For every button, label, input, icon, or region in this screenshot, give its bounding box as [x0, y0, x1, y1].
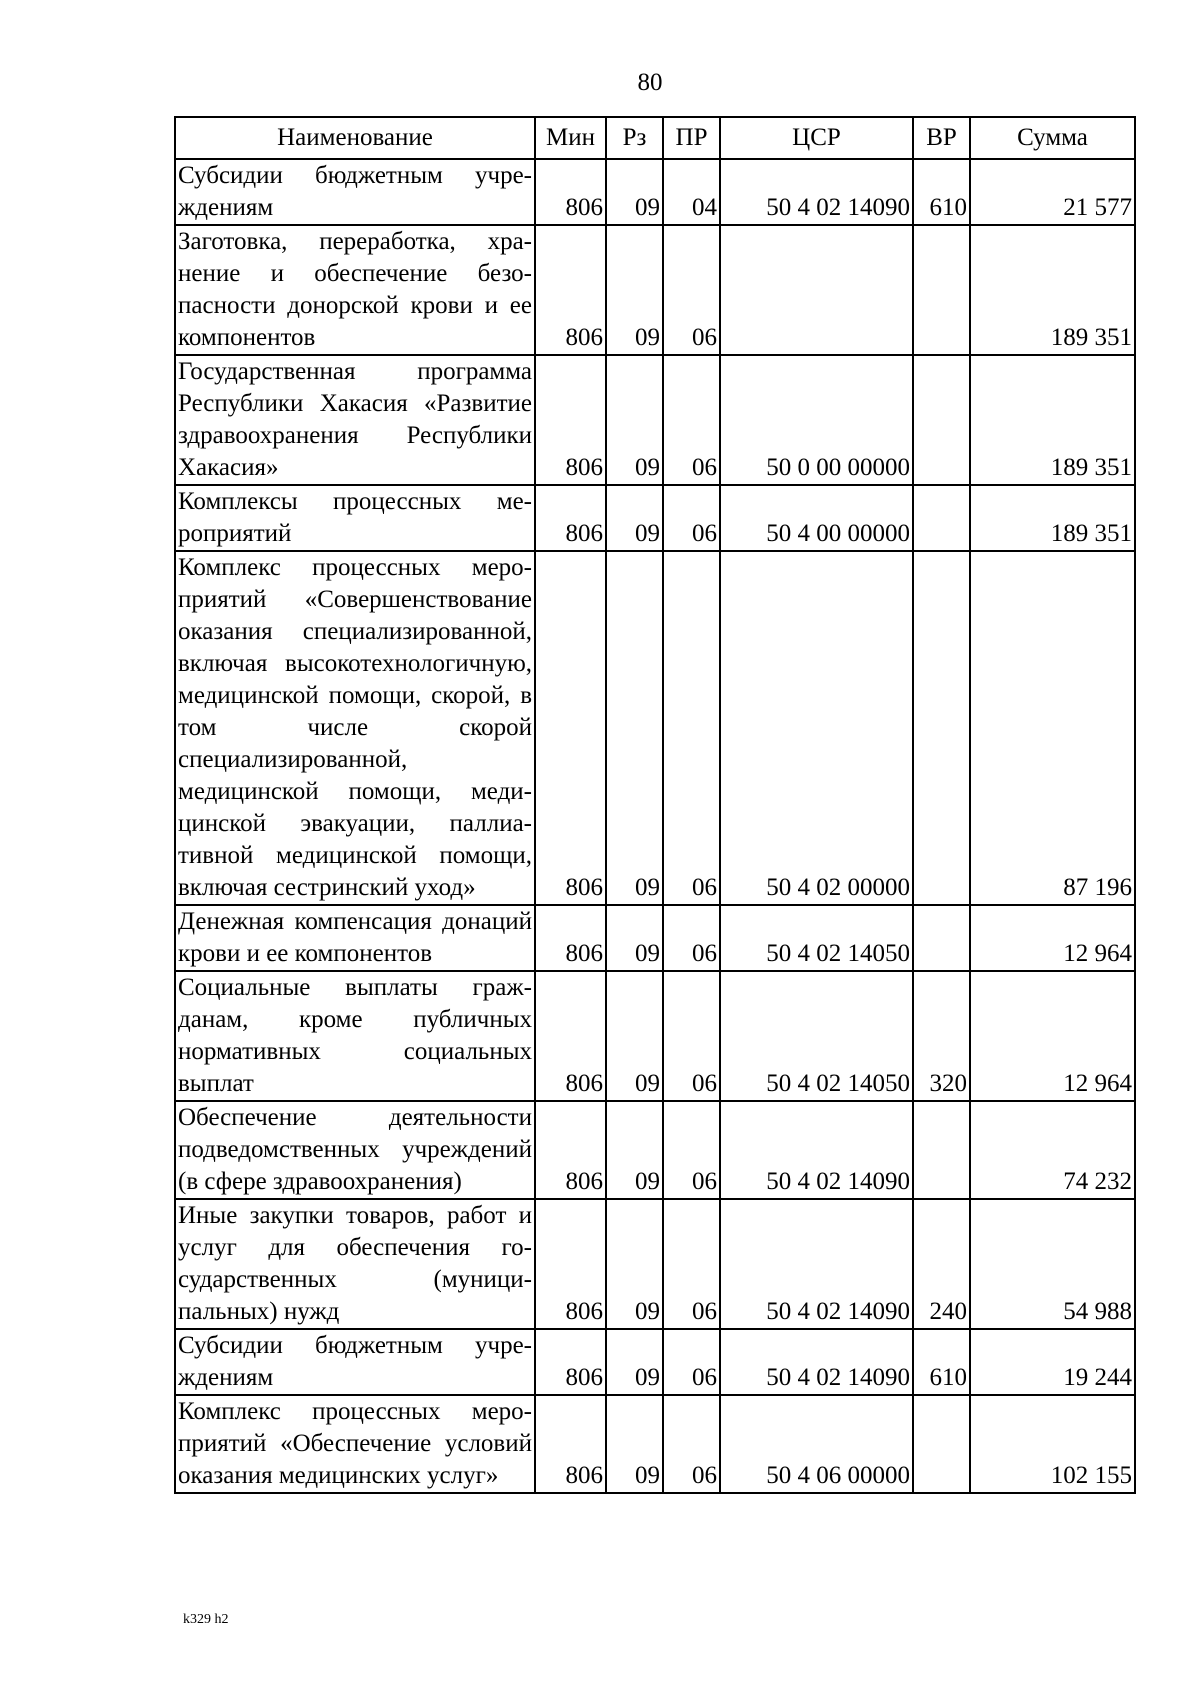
- cell-rz: 09: [606, 551, 663, 905]
- cell-pr: 06: [663, 1329, 720, 1395]
- header-name: Наименование: [175, 117, 535, 159]
- footer-code: k329 h2: [183, 1612, 229, 1627]
- cell-pr: 06: [663, 1395, 720, 1493]
- cell-csr: 50 4 06 00000: [720, 1395, 913, 1493]
- cell-name: Субсидии бюджетным учреждениям: [175, 159, 535, 225]
- cell-csr: 50 4 02 14090: [720, 1101, 913, 1199]
- cell-name: Денежная компенсация донаций крови и ее компонентов: [175, 905, 535, 971]
- table-row: [175, 1329, 1135, 1395]
- cell-sum: 74 232: [970, 1101, 1135, 1199]
- table-body: [175, 159, 1135, 1493]
- cell-vr: [913, 485, 970, 551]
- cell-csr: 50 0 00 00000: [720, 355, 913, 485]
- cell-csr: 50 4 02 14050: [720, 905, 913, 971]
- cell-vr: [913, 355, 970, 485]
- cell-rz: 09: [606, 159, 663, 225]
- cell-csr: 50 4 02 14090: [720, 159, 913, 225]
- cell-rz: 09: [606, 1395, 663, 1493]
- cell-pr: 06: [663, 485, 720, 551]
- header-pr: ПР: [663, 117, 720, 159]
- cell-vr: [913, 225, 970, 355]
- cell-csr: 50 4 02 14090: [720, 1329, 913, 1395]
- cell-min: 806: [535, 1101, 606, 1199]
- cell-sum: 54 988: [970, 1199, 1135, 1329]
- cell-vr: 610: [913, 159, 970, 225]
- cell-rz: 09: [606, 485, 663, 551]
- cell-sum: 12 964: [970, 971, 1135, 1101]
- cell-pr: 06: [663, 1199, 720, 1329]
- cell-min: 806: [535, 1199, 606, 1329]
- cell-pr: 06: [663, 355, 720, 485]
- cell-rz: 09: [606, 905, 663, 971]
- cell-rz: 09: [606, 1199, 663, 1329]
- table-row: [175, 905, 1135, 971]
- cell-rz: 09: [606, 971, 663, 1101]
- cell-name: Комплексы процессных мероприятий: [175, 485, 535, 551]
- cell-min: 806: [535, 551, 606, 905]
- cell-pr: 06: [663, 1101, 720, 1199]
- cell-name: Заготовка, переработка, хранение и обеспечение безопасности донорской крови и ее компонентов: [175, 225, 535, 355]
- cell-name: Комплекс процессных мероприятий «Совершенствование оказания специализированной, включая высокотехнологичную, медицинской помощи, скорой, в том числе скорой специализированной, медицинской помощи, медицинской эвакуации, паллиативной медицинской помощи, включая сестринский уход»: [175, 551, 535, 905]
- cell-rz: 09: [606, 1101, 663, 1199]
- cell-min: 806: [535, 1395, 606, 1493]
- cell-name: Комплекс процессных мероприятий «Обеспечение условий оказания медицинских услуг»: [175, 1395, 535, 1493]
- cell-csr: 50 4 02 14090: [720, 1199, 913, 1329]
- page-number: 80: [637, 69, 663, 96]
- cell-min: 806: [535, 355, 606, 485]
- cell-csr: [720, 225, 913, 355]
- cell-sum: 21 577: [970, 159, 1135, 225]
- cell-min: 806: [535, 485, 606, 551]
- cell-sum: 87 196: [970, 551, 1135, 905]
- cell-csr: 50 4 00 00000: [720, 485, 913, 551]
- table-row: [175, 1101, 1135, 1199]
- cell-vr: 240: [913, 1199, 970, 1329]
- cell-vr: [913, 551, 970, 905]
- cell-name: Социальные выплаты гражданам, кроме публичных нормативных социальных выплат: [175, 971, 535, 1101]
- cell-rz: 09: [606, 225, 663, 355]
- cell-vr: [913, 1101, 970, 1199]
- cell-sum: 12 964: [970, 905, 1135, 971]
- cell-csr: 50 4 02 14050: [720, 971, 913, 1101]
- header-vr: ВР: [913, 117, 970, 159]
- budget-table: [174, 116, 1136, 1494]
- cell-pr: 06: [663, 551, 720, 905]
- cell-name: Обеспечение деятельности подведомственных учреждений (в сфере здравоохранения): [175, 1101, 535, 1199]
- header-min: Мин: [535, 117, 606, 159]
- cell-sum: 189 351: [970, 485, 1135, 551]
- table-row: [175, 551, 1135, 905]
- cell-pr: 06: [663, 905, 720, 971]
- cell-vr: [913, 1395, 970, 1493]
- table-row: [175, 1395, 1135, 1493]
- cell-sum: 102 155: [970, 1395, 1135, 1493]
- cell-min: 806: [535, 159, 606, 225]
- cell-name: Иные закупки товаров, работ и услуг для обеспечения государственных (муниципальных) нужд: [175, 1199, 535, 1329]
- table-row: [175, 355, 1135, 485]
- cell-vr: [913, 905, 970, 971]
- header-csr: ЦСР: [720, 117, 913, 159]
- cell-min: 806: [535, 971, 606, 1101]
- table-row: [175, 1199, 1135, 1329]
- cell-min: 806: [535, 1329, 606, 1395]
- cell-sum: 19 244: [970, 1329, 1135, 1395]
- cell-rz: 09: [606, 355, 663, 485]
- cell-rz: 09: [606, 1329, 663, 1395]
- cell-pr: 06: [663, 971, 720, 1101]
- cell-name: Государственная программа Республики Хакасия «Развитие здравоохранения Республики Хакасия»: [175, 355, 535, 485]
- header-rz: Рз: [606, 117, 663, 159]
- table-row: [175, 971, 1135, 1101]
- table-row: [175, 225, 1135, 355]
- cell-min: 806: [535, 905, 606, 971]
- cell-csr: 50 4 02 00000: [720, 551, 913, 905]
- cell-name: Субсидии бюджетным учреждениям: [175, 1329, 535, 1395]
- cell-pr: 06: [663, 225, 720, 355]
- cell-vr: 610: [913, 1329, 970, 1395]
- table-row: [175, 485, 1135, 551]
- cell-pr: 04: [663, 159, 720, 225]
- cell-min: 806: [535, 225, 606, 355]
- cell-sum: 189 351: [970, 225, 1135, 355]
- cell-vr: 320: [913, 971, 970, 1101]
- table-row: [175, 159, 1135, 225]
- table-header-row: [175, 117, 1135, 159]
- cell-sum: 189 351: [970, 355, 1135, 485]
- header-sum: Сумма: [970, 117, 1135, 159]
